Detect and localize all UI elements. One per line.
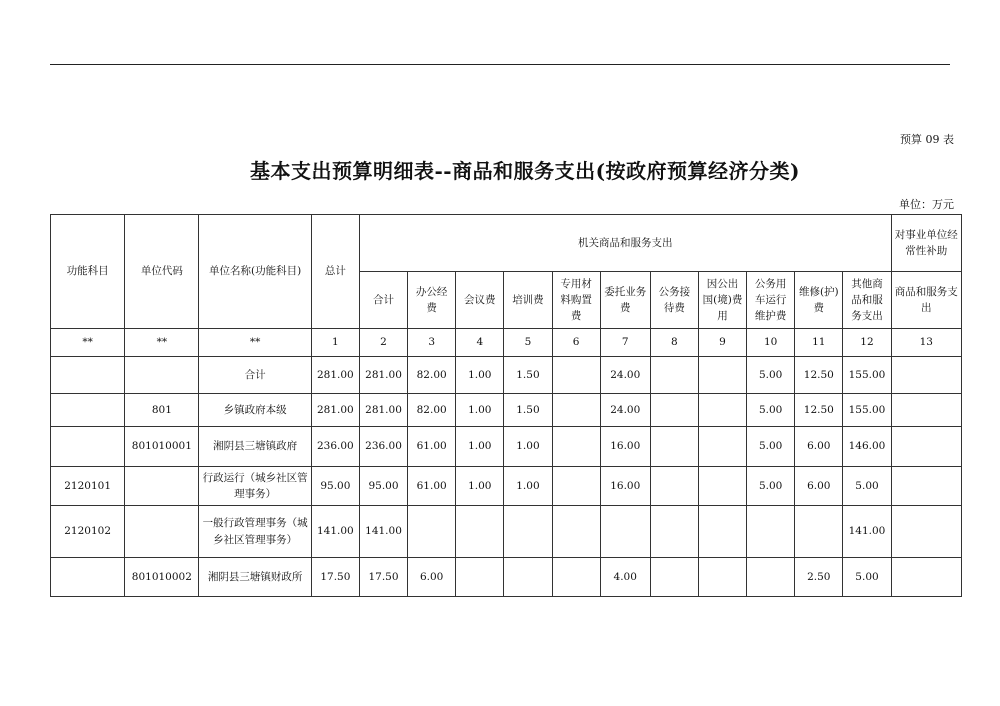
value-cell xyxy=(600,506,650,558)
index-cell: 2 xyxy=(359,329,407,357)
col-subsidy: 商品和服务支出 xyxy=(891,272,961,329)
func-code-cell: 2120102 xyxy=(51,506,125,558)
col-group-subsidy: 对事业单位经常性补助 xyxy=(891,215,961,272)
value-cell xyxy=(698,506,746,558)
value-cell xyxy=(698,558,746,597)
value-cell: 95.00 xyxy=(359,467,407,506)
func-code-cell: 2120101 xyxy=(51,467,125,506)
value-cell: 281.00 xyxy=(359,394,407,427)
col-unit-code: 单位代码 xyxy=(125,215,199,329)
value-cell xyxy=(650,427,698,467)
index-cell: ** xyxy=(125,329,199,357)
value-cell: 1.00 xyxy=(456,357,504,394)
value-cell: 24.00 xyxy=(600,394,650,427)
col-sum: 合计 xyxy=(359,272,407,329)
value-cell: 95.00 xyxy=(311,467,359,506)
col-group-main: 机关商品和服务支出 xyxy=(359,215,891,272)
value-cell xyxy=(891,467,961,506)
value-cell xyxy=(504,506,552,558)
value-cell xyxy=(698,427,746,467)
index-cell: ** xyxy=(199,329,311,357)
value-cell xyxy=(650,467,698,506)
value-cell: 1.00 xyxy=(456,427,504,467)
value-cell: 2.50 xyxy=(795,558,843,597)
table-number: 预算 09 表 xyxy=(900,133,954,146)
unit-name-cell: 行政运行（城乡社区管理事务） xyxy=(199,467,311,506)
col-training: 培训费 xyxy=(504,272,552,329)
value-cell: 236.00 xyxy=(359,427,407,467)
value-cell: 5.00 xyxy=(747,357,795,394)
value-cell: 61.00 xyxy=(408,467,456,506)
index-cell: 9 xyxy=(698,329,746,357)
value-cell xyxy=(747,558,795,597)
unit-name-cell: 一般行政管理事务（城乡社区管理事务） xyxy=(199,506,311,558)
budget-table xyxy=(50,214,962,597)
value-cell: 6.00 xyxy=(408,558,456,597)
value-cell xyxy=(650,506,698,558)
value-cell xyxy=(552,394,600,427)
value-cell xyxy=(552,357,600,394)
value-cell: 1.50 xyxy=(504,357,552,394)
value-cell: 155.00 xyxy=(843,357,891,394)
index-row xyxy=(51,329,962,357)
unit-code-cell: 801 xyxy=(125,394,199,427)
unit-name-cell: 合计 xyxy=(199,357,311,394)
unit-label: 单位：万元 xyxy=(899,198,954,211)
index-cell: 8 xyxy=(650,329,698,357)
index-cell: 13 xyxy=(891,329,961,357)
value-cell: 1.00 xyxy=(456,394,504,427)
value-cell xyxy=(891,394,961,427)
value-cell xyxy=(698,467,746,506)
value-cell: 17.50 xyxy=(311,558,359,597)
index-cell: 12 xyxy=(843,329,891,357)
value-cell: 5.00 xyxy=(747,394,795,427)
index-cell: 1 xyxy=(311,329,359,357)
value-cell: 155.00 xyxy=(843,394,891,427)
index-cell: 4 xyxy=(456,329,504,357)
value-cell: 6.00 xyxy=(795,467,843,506)
value-cell: 24.00 xyxy=(600,357,650,394)
col-func-code: 功能科目 xyxy=(51,215,125,329)
value-cell xyxy=(795,506,843,558)
index-cell: 3 xyxy=(408,329,456,357)
col-abroad: 因公出国(境)费用 xyxy=(698,272,746,329)
value-cell: 141.00 xyxy=(311,506,359,558)
value-cell: 16.00 xyxy=(600,467,650,506)
table-row xyxy=(51,394,962,427)
value-cell xyxy=(504,558,552,597)
value-cell: 12.50 xyxy=(795,394,843,427)
header-row-1 xyxy=(51,215,962,272)
unit-name-cell: 湘阴县三塘镇财政所 xyxy=(199,558,311,597)
index-cell: 5 xyxy=(504,329,552,357)
value-cell xyxy=(891,427,961,467)
func-code-cell xyxy=(51,427,125,467)
value-cell: 1.00 xyxy=(504,467,552,506)
func-code-cell xyxy=(51,357,125,394)
value-cell: 146.00 xyxy=(843,427,891,467)
value-cell: 5.00 xyxy=(843,467,891,506)
value-cell: 1.50 xyxy=(504,394,552,427)
value-cell xyxy=(456,558,504,597)
table-row xyxy=(51,357,962,394)
value-cell: 281.00 xyxy=(311,394,359,427)
func-code-cell xyxy=(51,558,125,597)
table-row xyxy=(51,427,962,467)
index-cell: ** xyxy=(51,329,125,357)
value-cell xyxy=(552,427,600,467)
unit-name-cell: 乡镇政府本级 xyxy=(199,394,311,427)
value-cell xyxy=(747,506,795,558)
value-cell xyxy=(552,558,600,597)
value-cell: 236.00 xyxy=(311,427,359,467)
value-cell xyxy=(650,558,698,597)
unit-code-cell xyxy=(125,467,199,506)
header-rule xyxy=(50,64,950,65)
unit-code-cell xyxy=(125,357,199,394)
index-cell: 7 xyxy=(600,329,650,357)
page-title: 基本支出预算明细表--商品和服务支出(按政府预算经济分类) xyxy=(249,159,801,183)
value-cell: 82.00 xyxy=(408,394,456,427)
col-materials: 专用材料购置费 xyxy=(552,272,600,329)
value-cell xyxy=(552,506,600,558)
col-office: 办公经费 xyxy=(408,272,456,329)
value-cell: 281.00 xyxy=(311,357,359,394)
table-row xyxy=(51,506,962,558)
value-cell xyxy=(698,357,746,394)
col-repair: 维修(护)费 xyxy=(795,272,843,329)
value-cell: 6.00 xyxy=(795,427,843,467)
col-total: 总计 xyxy=(311,215,359,329)
table-row xyxy=(51,558,962,597)
value-cell: 4.00 xyxy=(600,558,650,597)
unit-code-cell: 801010002 xyxy=(125,558,199,597)
value-cell xyxy=(552,467,600,506)
value-cell xyxy=(408,506,456,558)
index-cell: 11 xyxy=(795,329,843,357)
value-cell xyxy=(698,394,746,427)
value-cell: 82.00 xyxy=(408,357,456,394)
col-commission: 委托业务费 xyxy=(600,272,650,329)
index-cell: 6 xyxy=(552,329,600,357)
value-cell: 141.00 xyxy=(359,506,407,558)
col-other: 其他商品和服务支出 xyxy=(843,272,891,329)
value-cell: 5.00 xyxy=(747,467,795,506)
index-cell: 10 xyxy=(747,329,795,357)
value-cell xyxy=(650,357,698,394)
col-meeting: 会议费 xyxy=(456,272,504,329)
value-cell: 281.00 xyxy=(359,357,407,394)
table-body xyxy=(51,357,962,597)
col-reception: 公务接待费 xyxy=(650,272,698,329)
value-cell: 17.50 xyxy=(359,558,407,597)
table-row xyxy=(51,467,962,506)
col-vehicle: 公务用车运行维护费 xyxy=(747,272,795,329)
value-cell: 12.50 xyxy=(795,357,843,394)
value-cell xyxy=(650,394,698,427)
func-code-cell xyxy=(51,394,125,427)
value-cell xyxy=(456,506,504,558)
value-cell: 141.00 xyxy=(843,506,891,558)
value-cell: 16.00 xyxy=(600,427,650,467)
value-cell: 5.00 xyxy=(747,427,795,467)
value-cell: 61.00 xyxy=(408,427,456,467)
unit-code-cell: 801010001 xyxy=(125,427,199,467)
value-cell: 5.00 xyxy=(843,558,891,597)
col-unit-name: 单位名称(功能科目) xyxy=(199,215,311,329)
value-cell xyxy=(891,357,961,394)
value-cell xyxy=(891,506,961,558)
unit-name-cell: 湘阴县三塘镇政府 xyxy=(199,427,311,467)
unit-code-cell xyxy=(125,506,199,558)
value-cell xyxy=(891,558,961,597)
value-cell: 1.00 xyxy=(504,427,552,467)
value-cell: 1.00 xyxy=(456,467,504,506)
